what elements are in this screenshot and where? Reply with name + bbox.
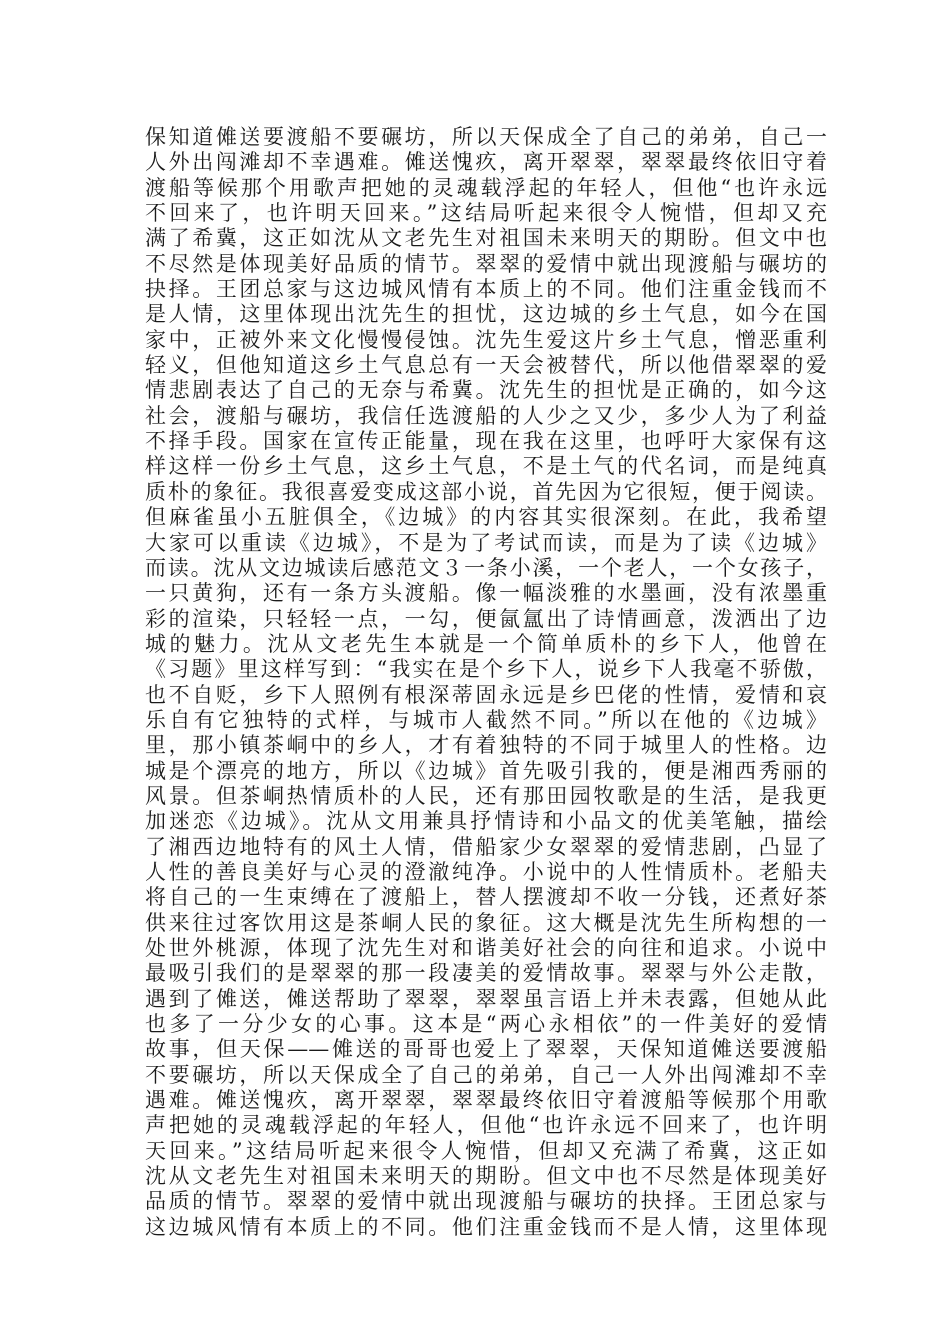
text-line: 不回来了，也许明天回来。”这结局听起来很令人惋惜，但却又充 xyxy=(145,201,827,226)
text-line: 渡船等候那个用歌声把她的灵魂载浮起的年轻人，但他“也许永远 xyxy=(145,175,827,200)
text-line: 了湘西边地特有的风土人情，借船家少女翠翠的爱情悲剧，凸显了 xyxy=(145,834,827,859)
text-line: 风景。但茶峒热情质朴的人民，还有那田园牧歌是的生活，是我更 xyxy=(145,783,827,808)
text-line: 不尽然是体现美好品质的情节。翠翠的爱情中就出现渡船与碾坊的 xyxy=(145,251,827,276)
text-line: 《习题》里这样写到：“我实在是个乡下人，说乡下人我毫不骄傲， xyxy=(145,657,827,682)
text-line: 加迷恋《边城》。沈从文用兼具抒情诗和小品文的优美笔触，描绘 xyxy=(145,809,827,834)
text-line: 质朴的象征。我很喜爱变成这部小说，首先因为它很短，便于阅读。 xyxy=(145,479,827,504)
text-line: 轻义，但他知道这乡土气息总有一天会被替代，所以他借翠翠的爱 xyxy=(145,353,827,378)
text-line: 抉择。王团总家与这边城风情有本质上的不同。他们注重金钱而不 xyxy=(145,277,827,302)
text-line: 人外出闯滩却不幸遇难。傩送愧疚，离开翠翠，翠翠最终依旧守着 xyxy=(145,150,827,175)
text-line: 里，那小镇茶峒中的乡人，才有着独特的不同于城里人的性格。边 xyxy=(145,733,827,758)
text-line: 但麻雀虽小五脏俱全，《边城》的内容其实很深刻。在此，我希望 xyxy=(145,505,827,530)
text-line: 也不自贬，乡下人照例有根深蒂固永远是乡巴佬的性情，爱情和哀 xyxy=(145,682,827,707)
text-line: 社会，渡船与碾坊，我信任选渡船的人少之又少，多少人为了利益 xyxy=(145,403,827,428)
text-line: 而读。沈从文边城读后感范文３一条小溪，一个老人，一个女孩子， xyxy=(145,555,827,580)
text-line: 是人情，这里体现出沈先生的担忧，这边城的乡土气息，如今在国 xyxy=(145,302,827,327)
text-line: 乐自有它独特的式样，与城市人截然不同。”所以在他的《边城》 xyxy=(145,707,827,732)
text-line: 保知道傩送要渡船不要碾坊，所以天保成全了自己的弟弟，自己一 xyxy=(145,125,827,149)
text-line: 满了希冀，这正如沈从文老先生对祖国未来明天的期盼。但文中也 xyxy=(145,226,827,251)
text-line: 遇到了傩送，傩送帮助了翠翠，翠翠虽言语上并未表露，但她从此 xyxy=(145,986,827,1011)
text-line: 大家可以重读《边城》，不是为了考试而读，而是为了读《边城》 xyxy=(145,530,827,555)
body-text xyxy=(145,125,827,1240)
text-line: 不要碾坊，所以天保成全了自己的弟弟，自己一人外出闯滩却不幸 xyxy=(145,1062,827,1087)
text-line: 城的魅力。沈从文老先生本就是一个简单质朴的乡下人，他曾在 xyxy=(145,631,827,656)
text-line: 供来往过客饮用这是茶峒人民的象征。这大概是沈先生所构想的一 xyxy=(145,910,827,935)
text-line: 不择手段。国家在宣传正能量，现在我在这里，也呼吁大家保有这 xyxy=(145,429,827,454)
text-line: 家中，正被外来文化慢慢侵蚀。沈先生爱这片乡土气息，憎恶重利 xyxy=(145,327,827,352)
text-line: 样这样一份乡土气息，这乡土气息，不是土气的代名词，而是纯真 xyxy=(145,454,827,479)
text-line: 情悲剧表达了自己的无奈与希冀。沈先生的担忧是正确的，如今这 xyxy=(145,378,827,403)
text-line: 最吸引我们的是翠翠的那一段凄美的爱情故事。翠翠与外公走散， xyxy=(145,961,827,986)
text-line: 人性的善良美好与心灵的澄澈纯净。小说中的人性情质朴。老船夫 xyxy=(145,859,827,884)
text-line: 处世外桃源，体现了沈先生对和谐美好社会的向往和追求。小说中 xyxy=(145,936,827,960)
text-line: 天回来。”这结局听起来很令人惋惜，但却又充满了希冀，这正如 xyxy=(145,1138,827,1163)
text-line: 故事，但天保——傩送的哥哥也爱上了翠翠，天保知道傩送要渡船 xyxy=(145,1037,827,1062)
text-line: 也多了一分少女的心事。这本是“两心永相依”的一件美好的爱情 xyxy=(145,1012,827,1037)
text-line: 品质的情节。翠翠的爱情中就出现渡船与碾坊的抉择。王团总家与 xyxy=(145,1189,827,1214)
text-line: 遇难。傩送愧疚，离开翠翠，翠翠最终依旧守着渡船等候那个用歌 xyxy=(145,1088,827,1113)
text-line: 沈从文老先生对祖国未来明天的期盼。但文中也不尽然是体现美好 xyxy=(145,1164,827,1189)
text-line: 一只黄狗，还有一条方头渡船。像一幅淡雅的水墨画，没有浓墨重 xyxy=(145,581,827,606)
text-line: 这边城风情有本质上的不同。他们注重金钱而不是人情，这里体现 xyxy=(145,1214,827,1239)
text-line: 彩的渲染，只轻轻一点，一勾，便氤氲出了诗情画意，泼洒出了边 xyxy=(145,606,827,631)
text-line: 声把她的灵魂载浮起的年轻人，但他“也许永远不回来了，也许明 xyxy=(145,1113,827,1138)
text-line: 将自己的一生束缚在了渡船上，替人摆渡却不收一分钱，还煮好茶 xyxy=(145,885,827,910)
text-line: 城是个漂亮的地方，所以《边城》首先吸引我的，便是湘西秀丽的 xyxy=(145,758,827,783)
